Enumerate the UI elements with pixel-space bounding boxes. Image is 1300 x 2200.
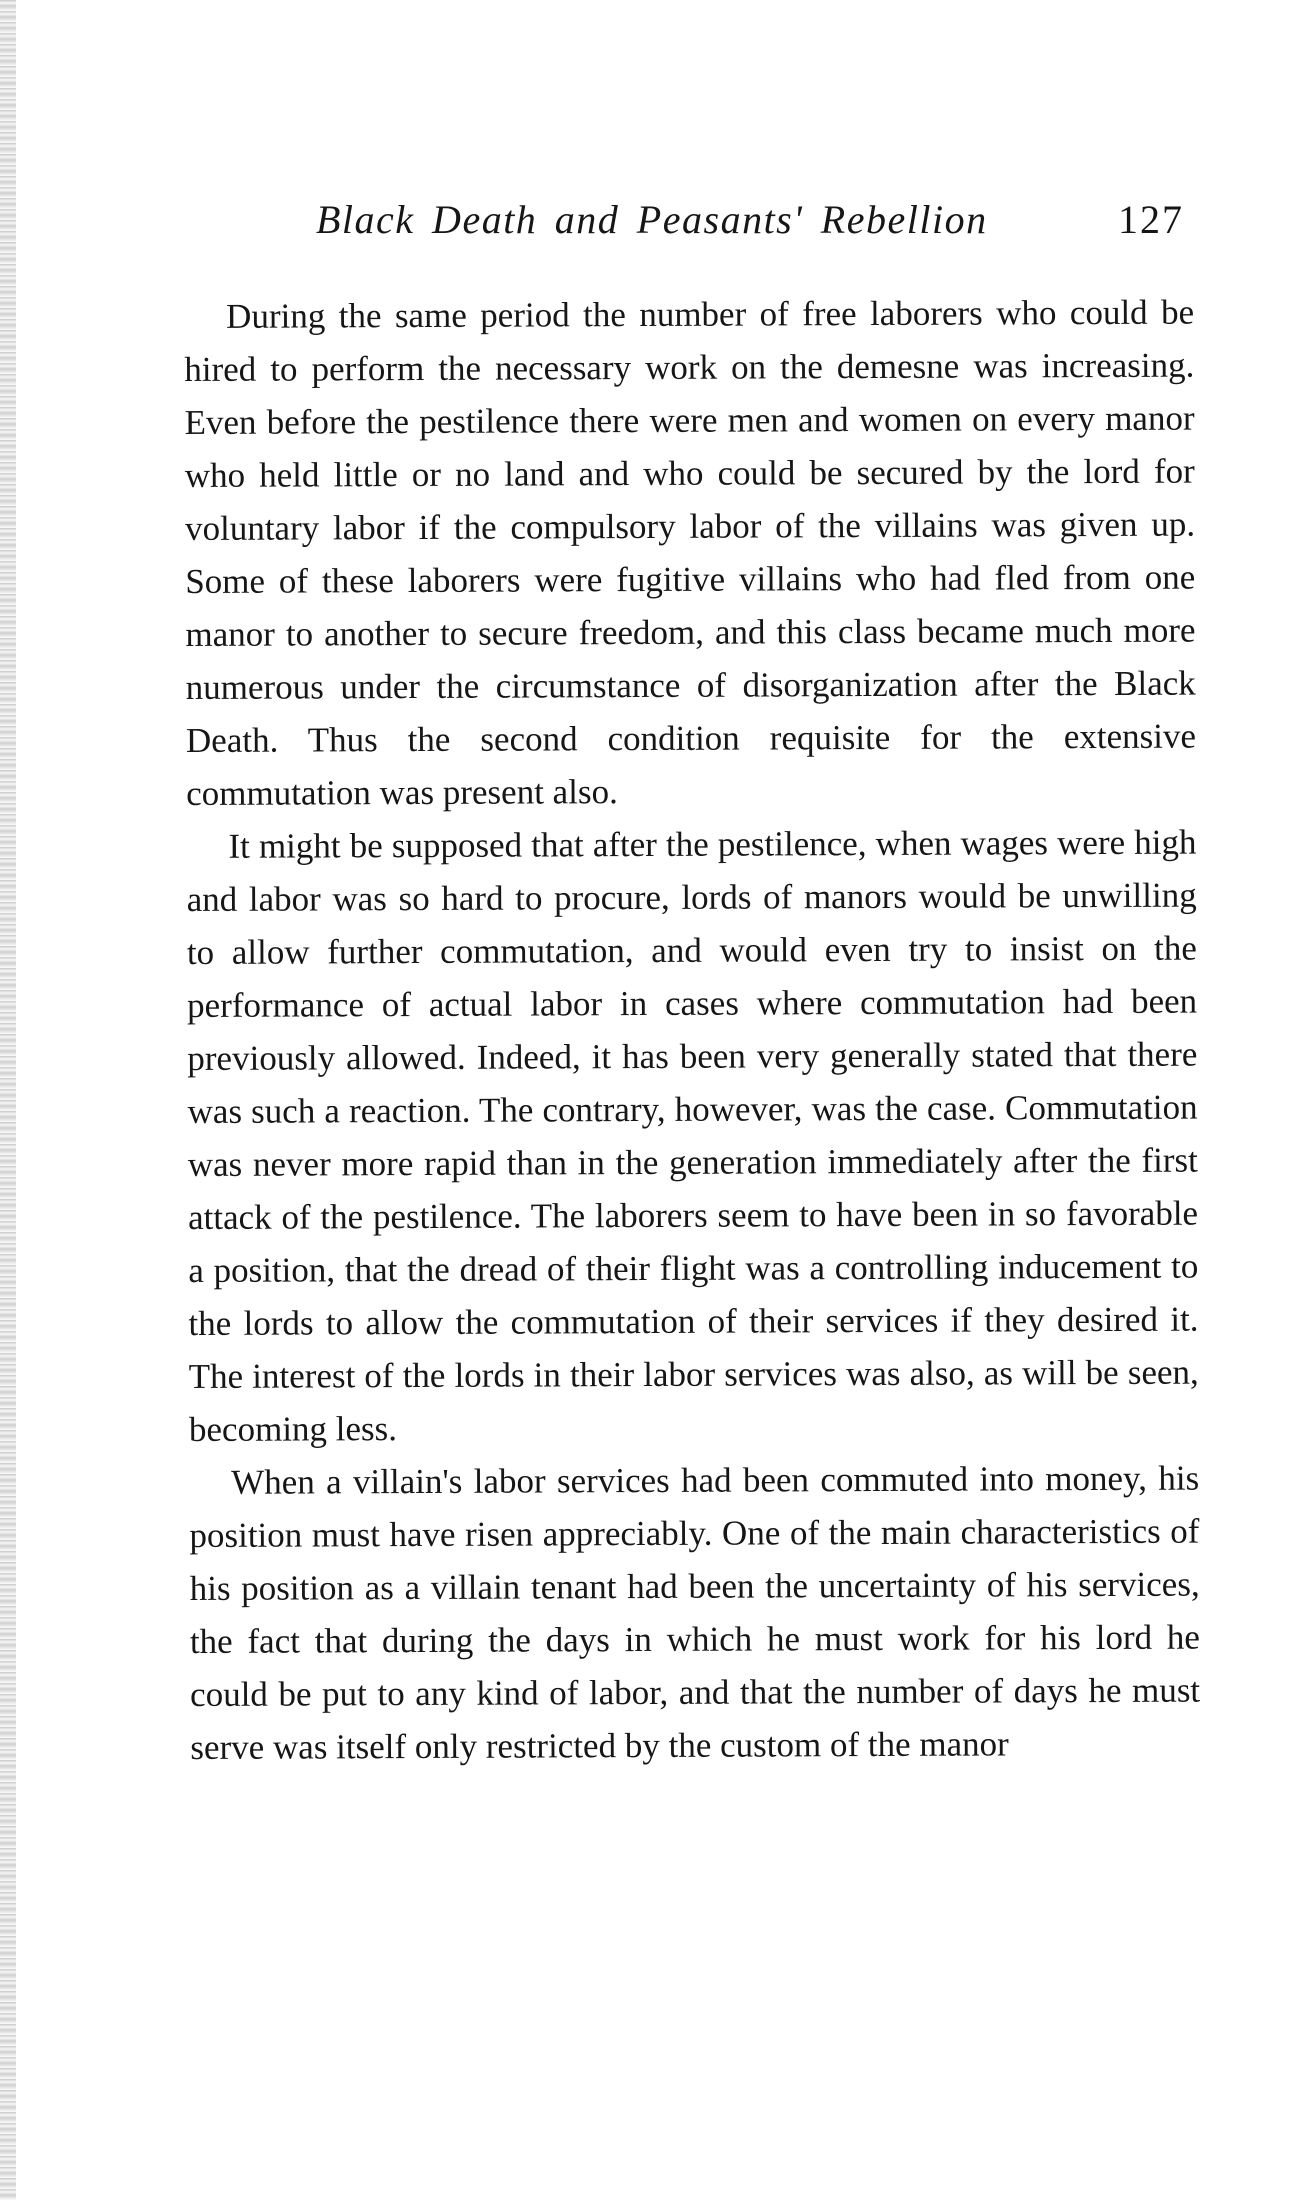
page-number: 127 bbox=[1118, 197, 1184, 242]
running-title: Black Death and Peasants' Rebellion bbox=[316, 197, 988, 242]
paragraph-3: When a villain's labor services had been commuted into money, his position must have risen appreciably. One of the main characteristics of his position as a villain tenant had been the uncertainty of his services, the fact that during the days in which he must work for his lord he could be put to any kind of labor, and that the number of days he must serve was itself only restricted by the custom of the manor bbox=[189, 1458, 1201, 1767]
paragraph-2: It might be supposed that after the pestilence, when wages were high and labor was so hard to procure, lords of manors would be unwilling to allow further commutation, and would even try to insist on the performance of actual labor in cases where commutation had been previously allowed. Indeed, it has been very generally stated that there was such a reaction. The contrary, however, was the case. Commutation was never more rapid than in the generation immediately after the first attack of the pestilence. The laborers seem to have been in so favorable a position, that the dread of their flight was a controlling inducement to the lords to allow the commutation of their services if they desired it. The interest of the lords in their labor services was also, as will be seen, becoming less. bbox=[186, 822, 1199, 1449]
body-text bbox=[184, 286, 1200, 1774]
page-binding-edge bbox=[0, 0, 16, 2200]
page-header bbox=[316, 196, 1196, 256]
paragraph-1: During the same period the number of free laborers who could be hired to perform the necessary work on the demesne was increasing. Even before the pestilence there were men and women on every manor who held little or no land and who could be secured by the lord for voluntary labor if the compulsory labor of the villains was given up. Some of these laborers were fugitive villains who had fled from one manor to another to secure freedom, and this class became much more numerous under the circumstance of disorganization after the Black Death. Thus the second condition requisite for the extensive commutation was present also. bbox=[184, 292, 1197, 813]
